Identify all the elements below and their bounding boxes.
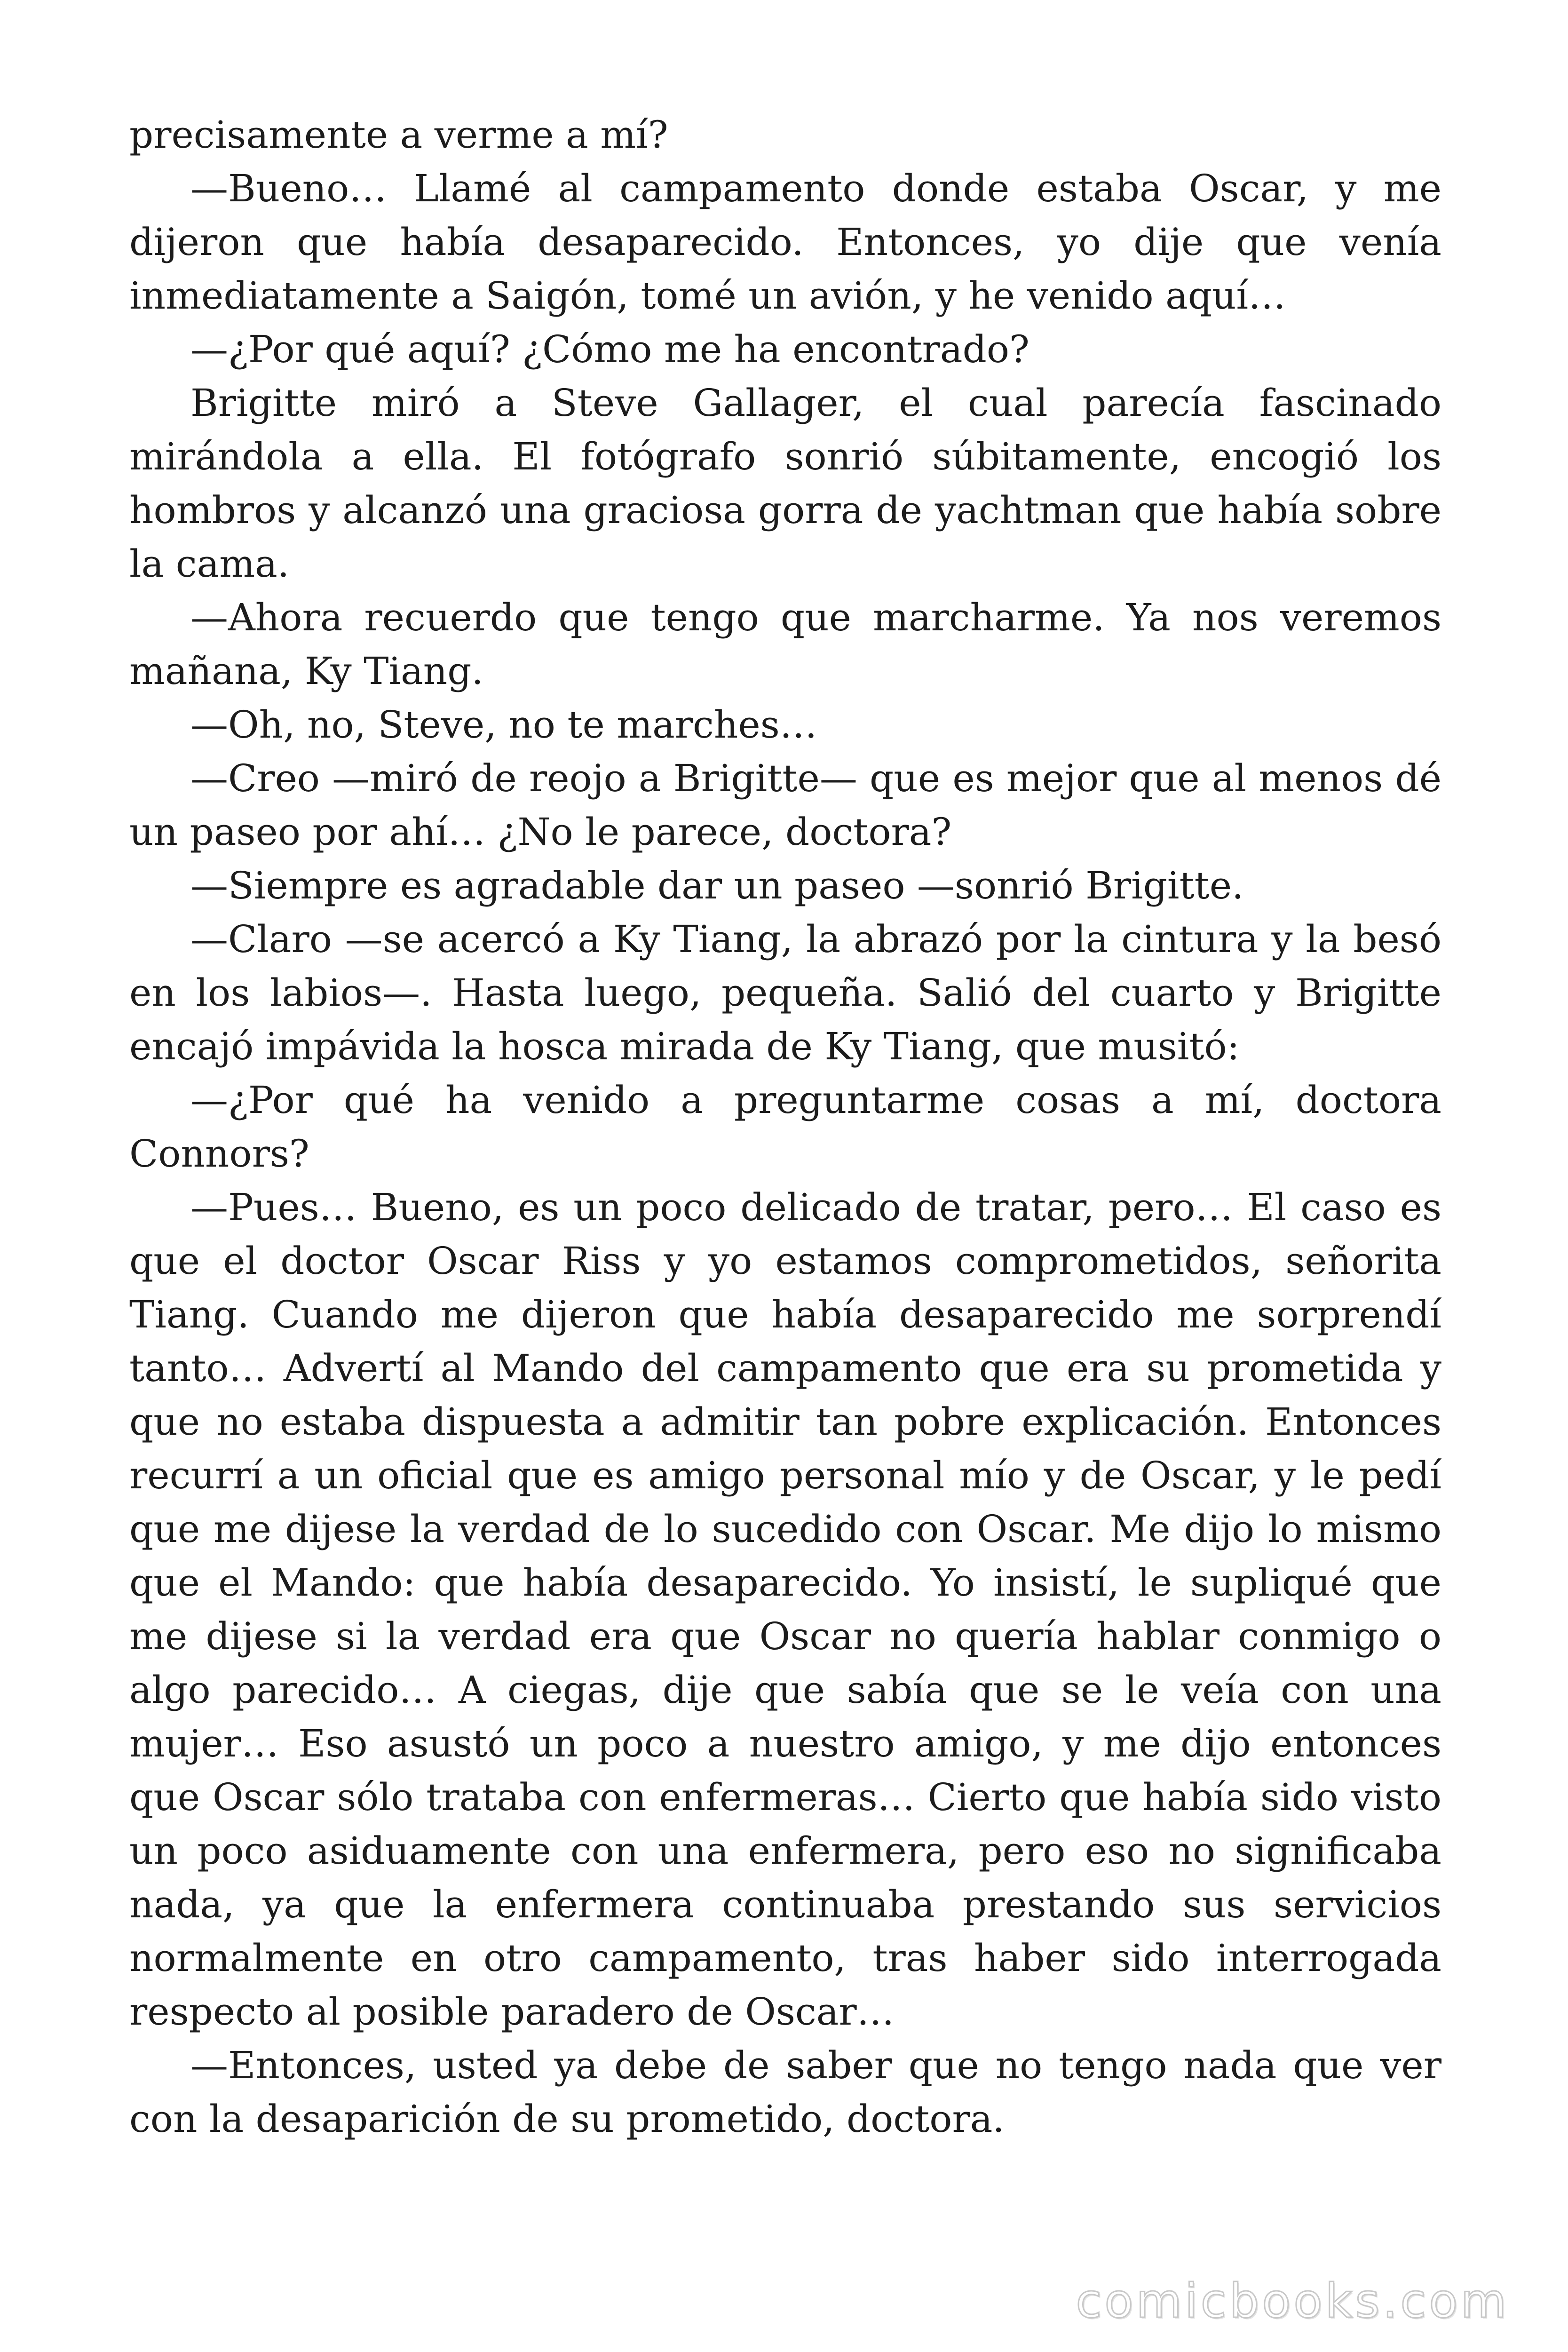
paragraph-10: —¿Por qué ha venido a preguntarme cosas a mí, doctora Connors? xyxy=(129,1078,1441,1176)
page-text-body xyxy=(129,108,1441,2146)
paragraph-12: —Entonces, usted ya debe de saber que no tengo nada que ver con la desaparición de su prometido, doctora. xyxy=(129,2043,1441,2141)
paragraph-2: —Bueno… Llamé al campamento donde estaba Oscar, y me dijeron que había desaparecido. Entonces, yo dije que venía inmediatamente a Saigón, tomé un avión, y he venido aquí… xyxy=(129,167,1441,318)
paragraph-5: —Ahora recuerdo que tengo que marcharme. Ya nos veremos mañana, Ky Tiang. xyxy=(129,596,1441,693)
paragraph-1: precisamente a verme a mí? xyxy=(129,113,668,157)
paragraph-11: —Pues… Bueno, es un poco delicado de tratar, pero… El caso es que el doctor Oscar Riss y yo estamos comprometidos, señorita Tiang. Cuando me dijeron que había desaparecido me sorprendí tanto… Advertí al Mando del campamento que era su prometida y que no estaba dispuesta a admitir tan pobre explicación. Entonces recurrí a un oficial que es amigo personal mío y de Oscar, y le pedí que me dijese la verdad de lo sucedido con Oscar. Me dijo lo mismo que el Mando: que había desaparecido. Yo insistí, le supliqué que me dijese si la verdad era que Oscar no quería hablar conmigo o algo parecido… A ciegas, dije que sabía que se le veía con una mujer… Eso asustó un poco a nuestro amigo, y me dijo entonces que Oscar sólo trataba con enfermeras… Cierto que había sido visto un poco asiduamente con una enfermera, pero eso no significaba nada, ya que la enfermera continuaba prestando sus servicios normalmente en otro campamento, tras haber sido interrogada respecto al posible paradero de Oscar… xyxy=(129,1185,1441,2034)
watermark: comicbooks.com xyxy=(1076,2273,1509,2328)
paragraph-4: Brigitte miró a Steve Gallager, el cual parecía fascinado mirándola a ella. El fotógrafo sonrió súbitamente, encogió los hombros y alcanzó una graciosa gorra de yachtman que había sobre la cama. xyxy=(129,381,1441,586)
paragraph-7: —Creo —miró de reojo a Brigitte— que es mejor que al menos dé un paseo por ahí… ¿No le parece, doctora? xyxy=(129,756,1441,854)
paragraph-8: —Siempre es agradable dar un paseo —sonrió Brigitte. xyxy=(190,864,1244,907)
paragraph-6: —Oh, no, Steve, no te marches… xyxy=(190,703,817,747)
paragraph-9: —Claro —se acercó a Ky Tiang, la abrazó por la cintura y la besó en los labios—. Hasta luego, pequeña. Salió del cuarto y Brigitte encajó impávida la hosca mirada de Ky Tiang, que musitó: xyxy=(129,917,1441,1068)
paragraph-3: —¿Por qué aquí? ¿Cómo me ha encontrado? xyxy=(190,327,1029,371)
